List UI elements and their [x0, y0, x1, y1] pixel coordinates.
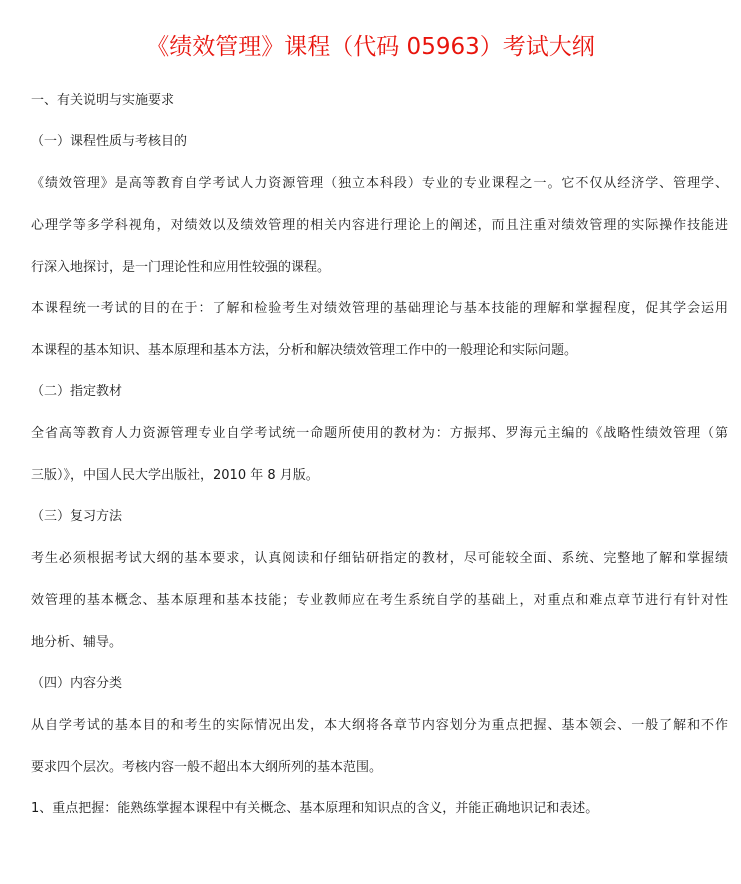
- paragraph-line: 要求四个层次。考核内容一般不超出本大纲所列的基本范围。: [31, 760, 383, 775]
- paragraph-line: 本课程统一考试的目的在于：了解和检验考生对绩效管理的基础理论与基本技能的理解和掌握程度，促其学会运用: [31, 301, 728, 316]
- section-heading-1: 一、有关说明与实施要求: [31, 93, 175, 108]
- subsection-heading-1: （一）课程性质与考核目的: [31, 134, 188, 149]
- subsection-heading-4: （四）内容分类: [31, 676, 123, 691]
- subsection-heading-2: （二）指定教材: [31, 384, 123, 399]
- paragraph-line: 三版）》，中国人民大学出版社，2010 年 8 月版。: [31, 468, 319, 483]
- paragraph-line: 考生必须根据考试大纲的基本要求，认真阅读和仔细钻研指定的教材，尽可能较全面、系统、完整地了解和掌握绩: [31, 551, 728, 566]
- paragraph-line: 本课程的基本知识、基本原理和基本方法，分析和解决绩效管理工作中的一般理论和实际问题。: [31, 343, 578, 358]
- paragraph-line: 地分析、辅导。: [31, 635, 123, 650]
- paragraph-line: 行深入地探讨，是一门理论性和应用性较强的课程。: [31, 260, 331, 275]
- list-item-1: 1、重点把握：能熟练掌握本课程中有关概念、基本原理和知识点的含义，并能正确地识记和表述。: [31, 801, 599, 816]
- paragraph-line: 全省高等教育人力资源管理专业自学考试统一命题所使用的教材为：方振邦、罗海元主编的《战略性绩效管理（第: [31, 426, 728, 441]
- subsection-heading-3: （三）复习方法: [31, 509, 123, 524]
- paragraph-line: 效管理的基本概念、基本原理和基本技能；专业教师应在考生系统自学的基础上，对重点和难点章节进行有针对性: [31, 593, 728, 608]
- paragraph-line: 从自学考试的基本目的和考生的实际情况出发，本大纲将各章节内容划分为重点把握、基本领会、一般了解和不作: [31, 718, 728, 733]
- paragraph-line: 《绩效管理》是高等教育自学考试人力资源管理（独立本科段）专业的专业课程之一。它不仅从经济学、管理学、: [31, 176, 728, 191]
- document-title: 《绩效管理》课程（代码 05963）考试大纲: [146, 34, 595, 60]
- paragraph-line: 心理学等多学科视角，对绩效以及绩效管理的相关内容进行理论上的阐述，而且注重对绩效管理的实际操作技能进: [31, 218, 728, 233]
